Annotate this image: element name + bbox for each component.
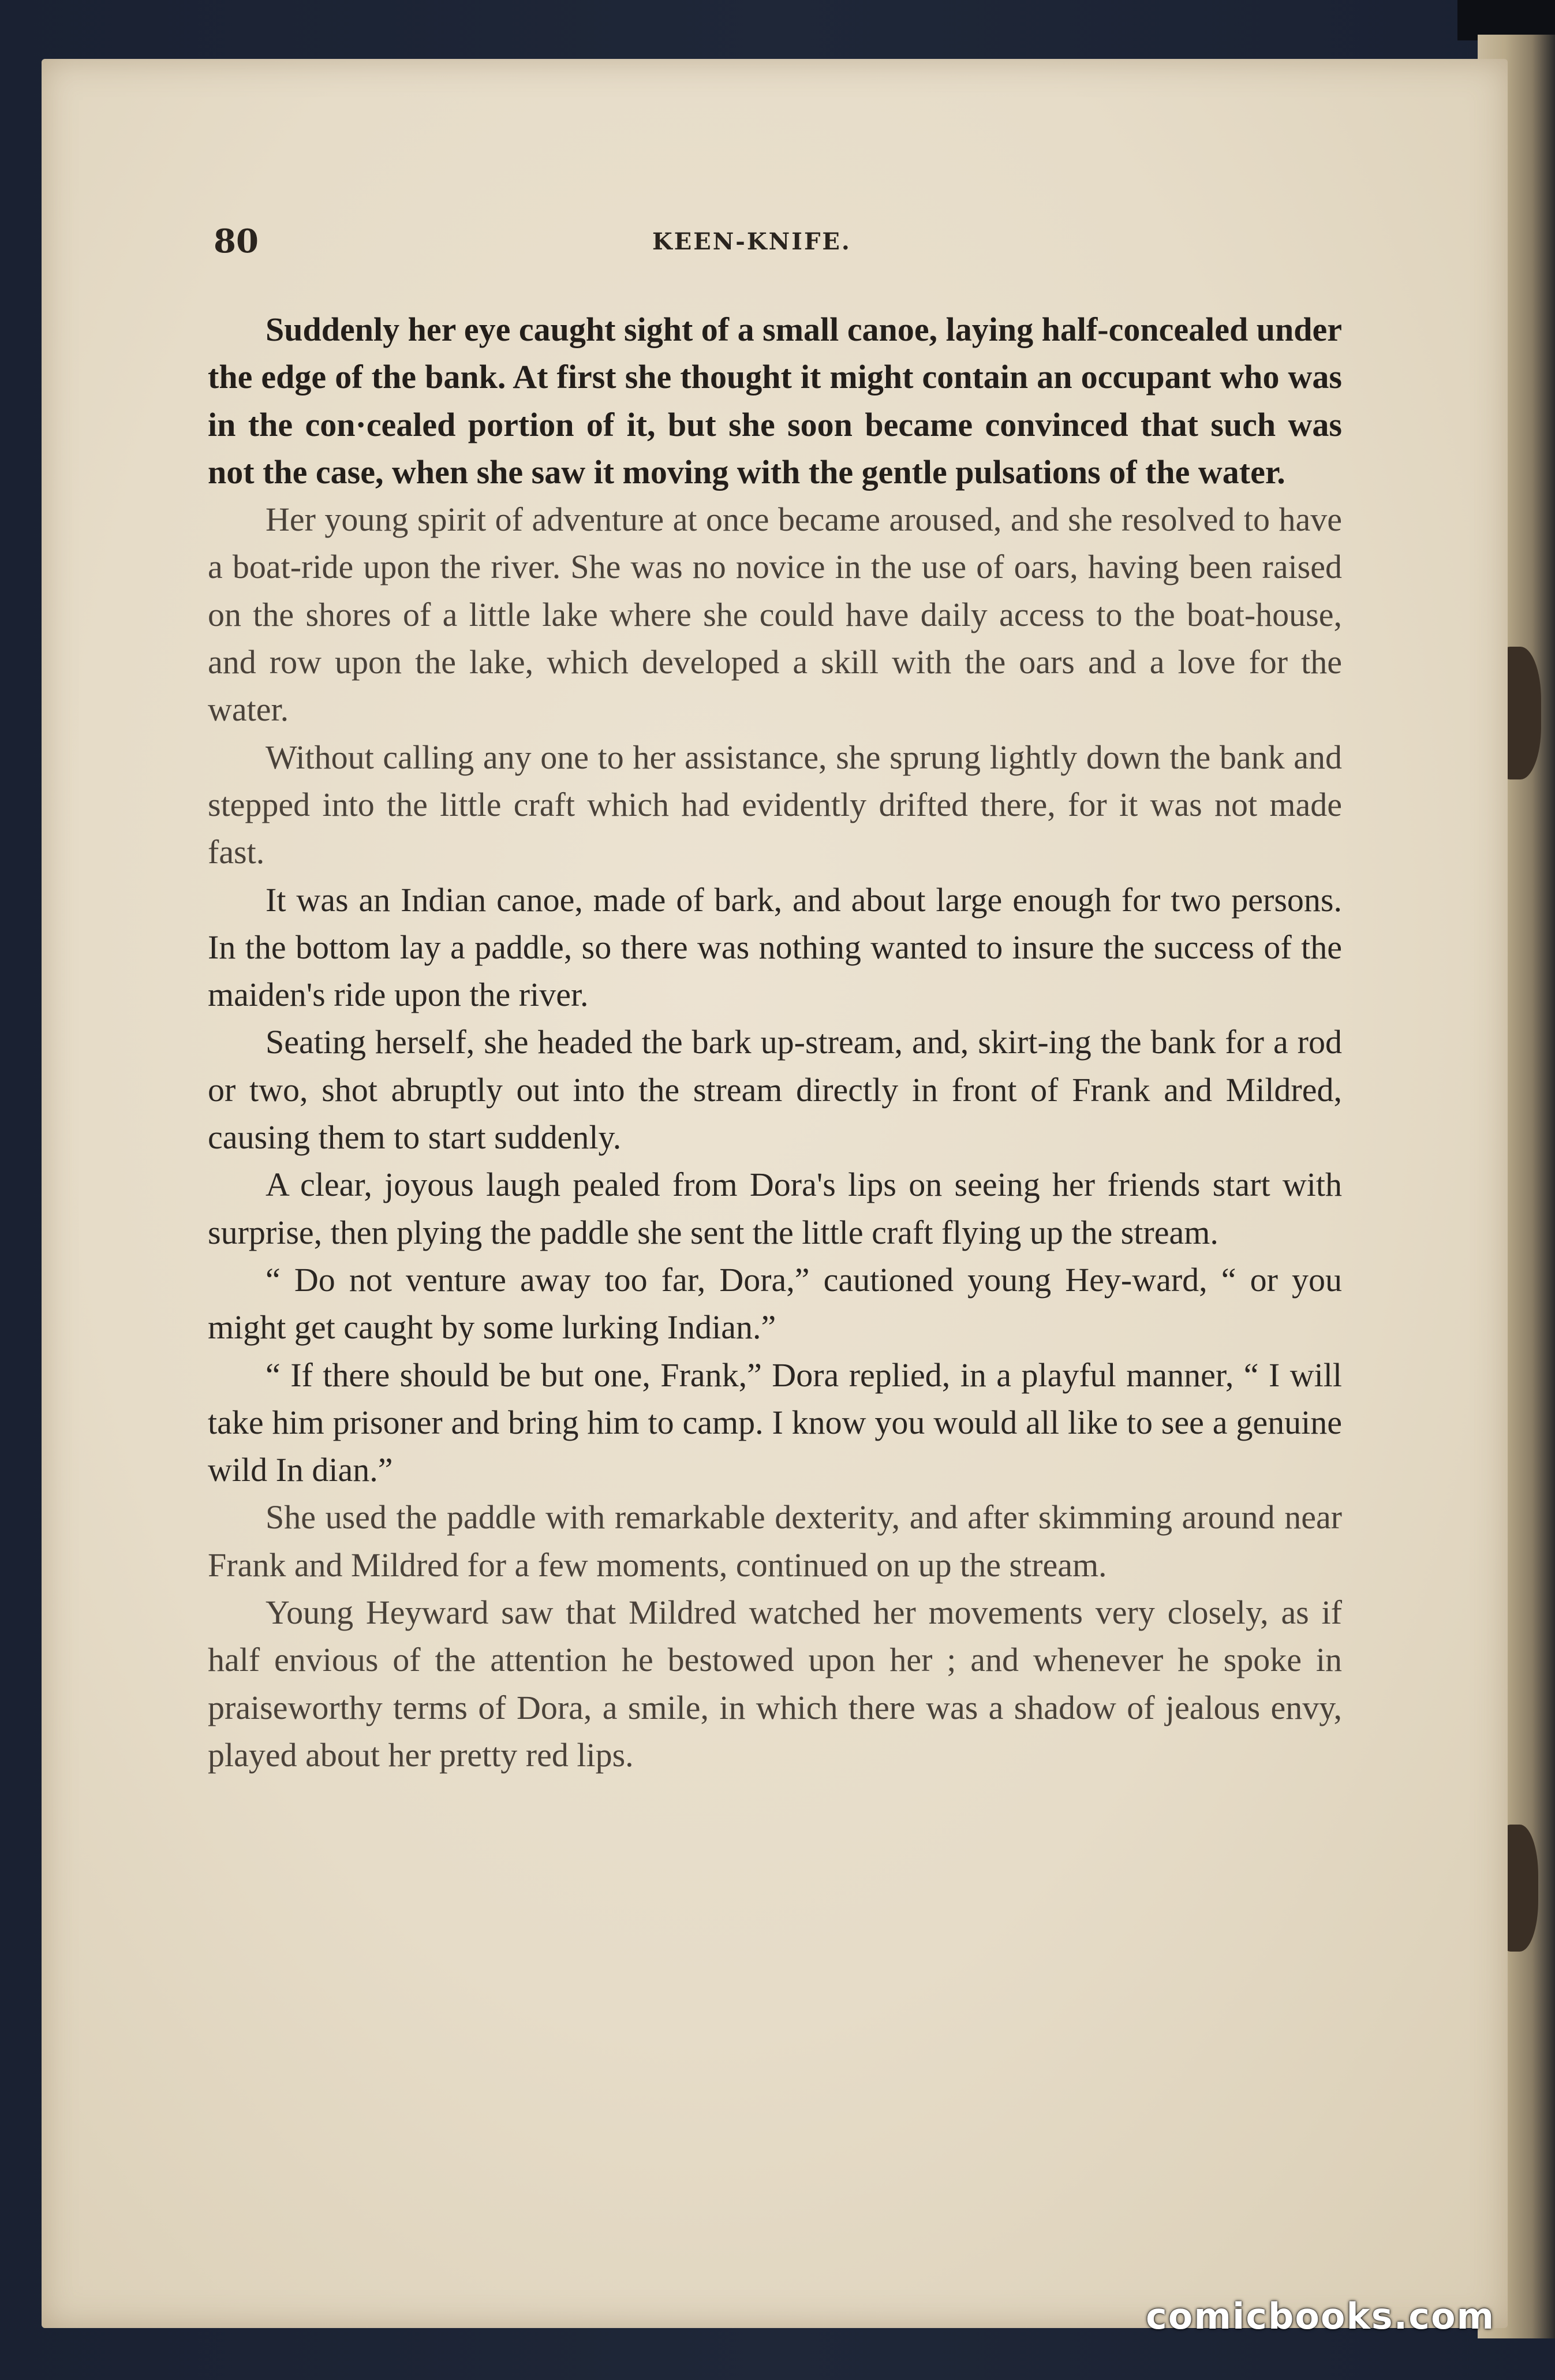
paragraph: Suddenly her eye caught sight of a small canoe, laying half-concealed under the edge of the bank. At first she thought it might contain an occupant who was in the con·cealed portion of it, but she soon became convinced that such was not the case, when she saw it moving with the gentle pulsations of the water.	[208, 311, 1342, 491]
paragraph: A clear, joyous laugh pealed from Dora's lips on seeing her friends start with surprise, then plying the paddle she sent the little craft flying up the stream.	[208, 1166, 1342, 1251]
paragraph: “ If there should be but one, Frank,” Dora replied, in a playful manner, “ I will take him prisoner and bring him to camp. I know you would all like to see a genuine wild In dian.”	[208, 1356, 1342, 1489]
page-number: 80	[214, 222, 259, 260]
watermark: comicbooks.com	[1146, 2295, 1496, 2337]
paragraph: Seating herself, she headed the bark up-stream, and, skirt-ing the bank for a rod or two, shot abruptly out into the stream directly in front of Frank and Mildred, causing them to start suddenly.	[208, 1023, 1342, 1157]
page-header	[214, 222, 1339, 268]
running-title: KEEN-KNIFE.	[652, 228, 851, 255]
paragraph: Without calling any one to her assistance, she sprung lightly down the bank and stepped into the little craft which had evidently drifted there, for it was not made fast.	[208, 738, 1342, 871]
paragraph: Her young spirit of adventure at once became aroused, and she resolved to have a boat-ride upon the river. She was no novice in the use of oars, having been raised on the shores of a little lake where she could have daily access to the boat-house, and row upon the lake, which developed a skill with the oars and a love for the water.	[208, 501, 1342, 729]
paragraph: She used the paddle with remarkable dexterity, and after skimming around near Frank and Mildred for a few moments, continued on up the stream.	[208, 1498, 1342, 1584]
paragraph: “ Do not venture away too far, Dora,” cautioned young Hey-ward, “ or you might get caught by some lurking Indian.”	[208, 1260, 1342, 1346]
paragraph: Young Heyward saw that Mildred watched her movements very closely, as if half envious of the attention he bestowed upon her ; and whenever he spoke in praiseworthy terms of Dora, a smile, in which there was a shadow of jealous envy, played about her pretty red lips.	[208, 1594, 1342, 1774]
paragraph: It was an Indian canoe, made of bark, and about large enough for two persons. In the bottom lay a paddle, so there was nothing wanted to insure the success of the maiden's ride upon the river.	[208, 881, 1342, 1014]
body-text	[208, 306, 1342, 1779]
